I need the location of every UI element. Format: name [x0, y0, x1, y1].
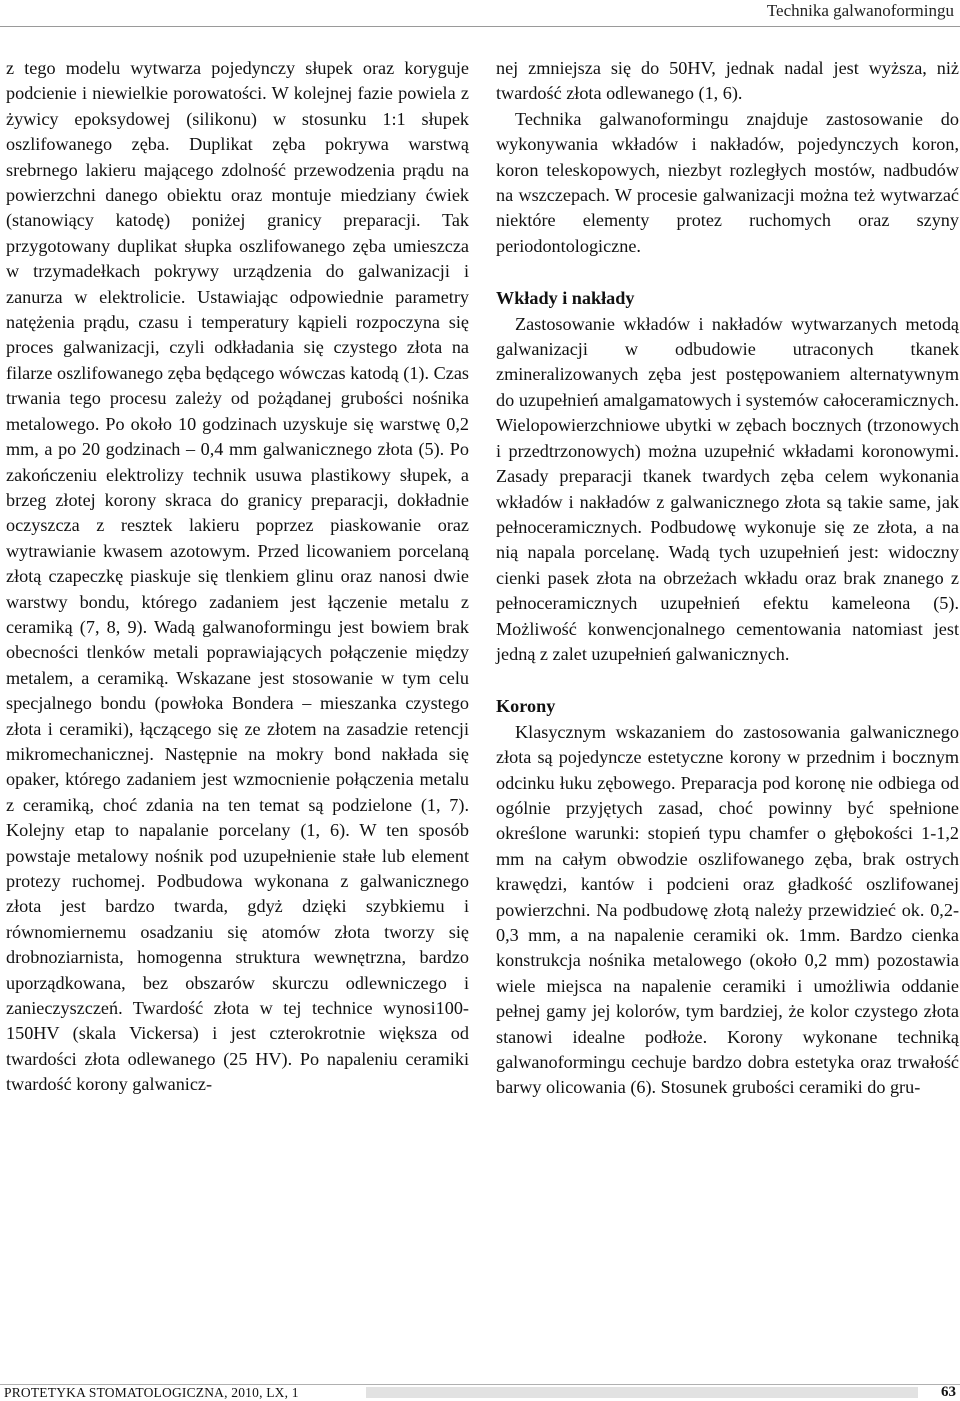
body-paragraph: Zastosowanie wkładów i nakładów wytwarzanych metodą galwanizacji w odbudowie utraconych tkanek zmineralizowanych zęba jest postępowaniem alternatywnym do uzupełnień amalgamatowych i systemów całoceramicznych. Wielopowierzchniowe ubytki w zębach bocznych (trzonowych i przedtrzonowych) można uzupełnić wkładami koronowymi. Zasady preparacji tkanek twardych zęba celem wykonania wkładów i nakładów z galwanicznego złota są takie same, jak pełnoceramicznych. Podbudowę wykonuje się ze złota, a na nią napala porcelanę. Wadą tych uzupełnień jest: widoczny cienki pasek złota na obrzeżach wkładu oraz brak znanego z pełnoceramicznych uzupełnień efektu kameleona (5). Możliwość konwencjonalnego cementowania natomiast jest jedną z zalet uzupełnień galwanicznych. — [496, 313, 959, 664]
body-paragraph: Klasycznym wskazaniem do zastosowania galwanicznego złota są pojedyncze estetyczne korony w przednim i bocznym odcinku łuku zębowego. Preparacja pod koronę nie odbiega od ogólnie przyjętych zasad, choć powinny być spełnione określone warunki: stopień typu chamfer o głębokości 1-1,2 mm na całym obwodzie oszlifowanego zęba, brak ostrych krawędzi, kantów i podcieni oraz gładkość oszlifowanej powierzchni. Na podbudowę złotą należy przewidzieć ok. 0,2-0,3 mm, a na napalenie ceramiki ok. 1mm. Bardzo cienka konstrukcja nośnika metalowego (około 0,2 mm) pozostawia wiele miejsca na napalenie ceramiki i umożliwia oddanie pełnej gamy jej kolorów, tym bardziej, że kolor czystego złota stanowi idealne podłoże. Korony wykonane techniką galwanoformingu cechuje bardzo dobra estetyka oraz trwałość barwy olicowania (6). Stosunek grubości ceramiki do gru- — [496, 721, 959, 1098]
running-title: Technika galwanoformingu — [766, 1, 954, 20]
page-footer — [0, 1384, 960, 1401]
right-column — [496, 56, 959, 1101]
body-paragraph: Technika galwanoformingu znajduje zastosowanie do wykonywania wkładów i nakładów, pojedynczych koron, koron teleskopowych, niezbyt rozległych mostów, nadbudów na wszczepach. W procesie galwanizacji można też wytwarzać niektóre elementy protez ruchomych oraz szyny periodontologiczne. — [496, 108, 959, 256]
left-column — [6, 56, 469, 1098]
page-number: 63 — [941, 1384, 956, 1400]
header-divider — [0, 26, 960, 27]
body-paragraph: z tego modelu wytwarza pojedynczy słupek oraz koryguje podcienie i niewielkie porowatości. W kolejnej fazie powiela z żywicy epoksydowej (silikonu) w stosunku 1:1 słupek oszlifowanego zęba. Duplikat zęba pokrywa warstwą srebrnego lakieru mającego zdolność przewodzenia prądu na powierzchni danego obiektu oraz montuje miedziany ćwiek (stanowiący katodę) poniżej granicy preparacji. Tak przygotowany duplikat słupka oszlifowanego zęba umieszcza w trzymadełkach pokrywy urządzenia do galwanizacji i zanurza w elektrolicie. Ustawiając odpowiednie parametry natężenia prądu, czasu i temperatury kąpieli rozpoczyna się proces galwanizacji, czyli odkładania się czystego złota na filarze oszlifowanego zęba będącego wówczas katodą (1). Czas trwania tego procesu zależy od pożądanej grubości nośnika metalowego. Po około 10 godzinach uzyskuje się warstwę 0,2 mm, a po 20 godzinach – 0,4 mm galwanicznego złota (5). Po zakończeniu elektrolizy technik usuwa plastikowy słupek, a brzeg złotej korony skraca do granicy preparacji, dokładnie oczyszcza z resztek lakieru poprzez piaskowanie oraz wytrawianie kwasem azotowym. Przed licowaniem porcelaną złotą czapeczkę piaskuje się tlenkiem glinu oraz nanosi dwie warstwy bondu, którego zadaniem jest łączenie metalu z ceramiką (7, 8, 9). Wadą galwanoformingu jest bowiem brak obecności tlenków metali poprawiających połączenie między metalem, a ceramiką. Wskazane jest stosowanie w tym celu specjalnego bondu (powłoka Bondera – mieszanka czystego złota i ceramiki), łączącego się ze złotem na zasadzie retencji mikromechanicznej. Następnie na mokry bond nakłada się opaker, którego zadaniem jest wzmocnienie połączenia metalu z ceramiką, choć zdania na ten temat są podzielone (1, 7). Kolejny etap to napalanie porcelany (1, 6). W ten sposób powstaje metalowy nośnik pod uzupełnienie stałe lub element protezy ruchomej. Podbudowa wykonana z galwanicznego złota jest bardzo twarda, gdyż dzięki szybkiemu i równomiernemu osadzaniu się atomów złota tworzy się drobnoziarnista, homogenna struktura wewnętrzna, bardzo uporządkowana, bez obszarów skurczu odlewniczego i zanieczyszczeń. Twardość złota w tej technice wynosi100-150HV (skala Vickersa) i jest czterokrotnie większa od twardości złota odlewanego (25 HV). Po napaleniu ceramiki twardość korony galwanicz- — [6, 58, 469, 1095]
section-heading-crowns: Korony — [496, 696, 556, 717]
section-heading-inlays: Wkłady i nakłady — [496, 288, 635, 309]
footer-decorative-bar — [366, 1387, 918, 1398]
journal-citation: PROTETYKA STOMATOLOGICZNA, 2010, LX, 1 — [4, 1385, 299, 1400]
body-paragraph: nej zmniejsza się do 50HV, jednak nadal jest wyższa, niż twardość złota odlewanego (1, 6). — [496, 58, 959, 104]
